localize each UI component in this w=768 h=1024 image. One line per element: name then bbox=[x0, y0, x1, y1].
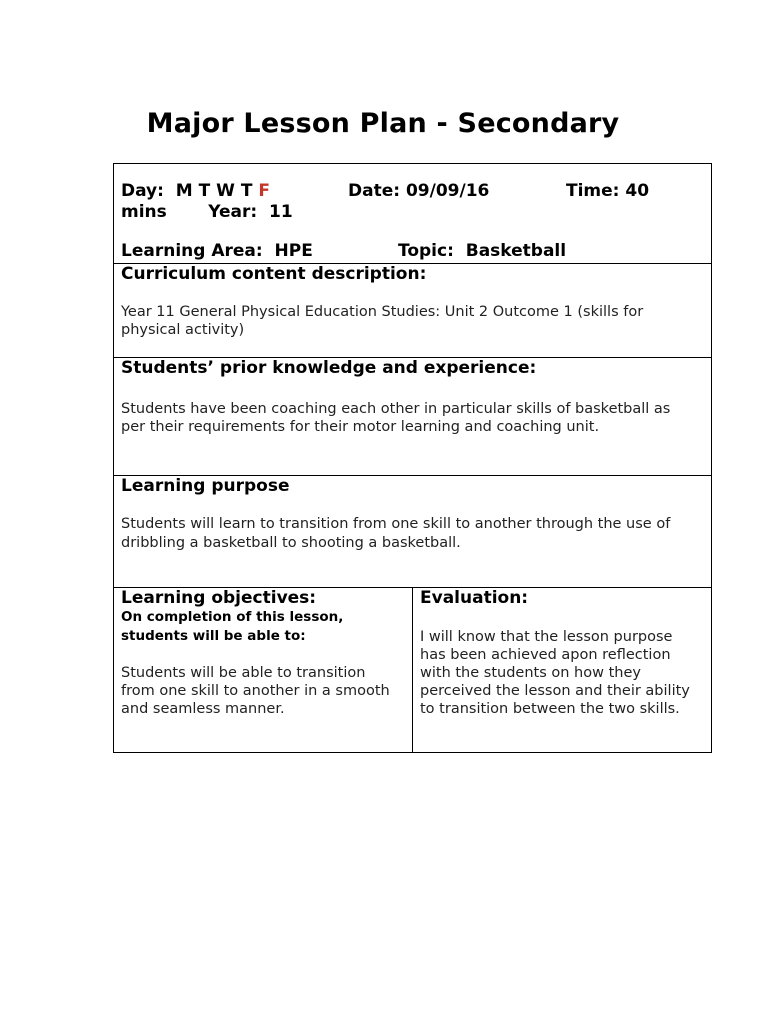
page-title: Major Lesson Plan - Secondary bbox=[146, 108, 620, 139]
date-value: 09/09/16 bbox=[405, 181, 490, 201]
objectives-column bbox=[114, 588, 412, 752]
day-m: M bbox=[175, 181, 193, 201]
topic-value: Basketball bbox=[465, 241, 567, 261]
evaluation-line-2: has been achieved apon reflection bbox=[420, 647, 671, 663]
prior-knowledge-line-1: Students have been coaching each other in particular skills of basketball as bbox=[121, 401, 671, 417]
learning-purpose-line-1: Students will learn to transition from one skill to another through the use of bbox=[121, 516, 671, 532]
evaluation-heading: Evaluation: bbox=[420, 588, 529, 608]
prior-knowledge-heading: Students’ prior knowledge and experience: bbox=[121, 358, 537, 378]
curriculum-line-2: physical activity) bbox=[121, 322, 245, 338]
day-selected-f: F bbox=[258, 181, 271, 201]
topic-label: Topic: bbox=[398, 241, 454, 261]
time-label: Time: bbox=[566, 181, 620, 201]
objectives-line-3: and seamless manner. bbox=[121, 701, 285, 717]
objectives-evaluation-box bbox=[113, 587, 712, 753]
header-line-mins-year bbox=[121, 202, 293, 222]
year-value: 11 bbox=[268, 202, 293, 222]
evaluation-line-5: to transition between the two skills. bbox=[420, 701, 680, 717]
prior-knowledge-box bbox=[113, 357, 712, 476]
objectives-line-2: from one skill to another in a smooth bbox=[121, 683, 390, 699]
curriculum-box bbox=[113, 263, 712, 358]
prior-knowledge-line-2: per their requirements for their motor learning and coaching unit. bbox=[121, 419, 600, 435]
curriculum-heading: Curriculum content description: bbox=[121, 264, 427, 284]
objectives-sub-line-2: students will be able to: bbox=[121, 628, 306, 644]
learning-area-label: Learning Area: bbox=[121, 241, 263, 261]
learning-area-value: HPE bbox=[274, 241, 313, 261]
time-unit: mins bbox=[121, 202, 167, 222]
year-label: Year: bbox=[208, 202, 258, 222]
date-label: Date: bbox=[348, 181, 401, 201]
time-value: 40 bbox=[625, 181, 650, 201]
learning-purpose-box bbox=[113, 475, 712, 588]
curriculum-line-1: Year 11 General Physical Education Studies: Unit 2 Outcome 1 (skills for bbox=[121, 304, 644, 320]
header-line-area-topic bbox=[121, 241, 313, 261]
objectives-sub-line-1: On completion of this lesson, bbox=[121, 609, 344, 625]
time-field bbox=[566, 181, 649, 201]
learning-purpose-heading: Learning purpose bbox=[121, 476, 290, 496]
learning-purpose-line-2: dribbling a basketball to shooting a basketball. bbox=[121, 535, 461, 551]
evaluation-line-1: I will know that the lesson purpose bbox=[420, 629, 673, 645]
objectives-heading: Learning objectives: bbox=[121, 588, 317, 608]
day-th: T bbox=[240, 181, 253, 201]
day-label: Day: bbox=[121, 181, 164, 201]
evaluation-line-3: with the students on how they bbox=[420, 665, 641, 681]
day-t: T bbox=[198, 181, 211, 201]
day-w: W bbox=[216, 181, 235, 201]
topic-field bbox=[398, 241, 566, 261]
evaluation-column bbox=[413, 588, 711, 752]
date-field bbox=[348, 181, 489, 201]
header-line-day-date-time bbox=[121, 181, 270, 201]
objectives-line-1: Students will be able to transition bbox=[121, 665, 366, 681]
evaluation-line-4: perceived the lesson and their ability bbox=[420, 683, 690, 699]
lesson-header-box bbox=[113, 163, 712, 264]
